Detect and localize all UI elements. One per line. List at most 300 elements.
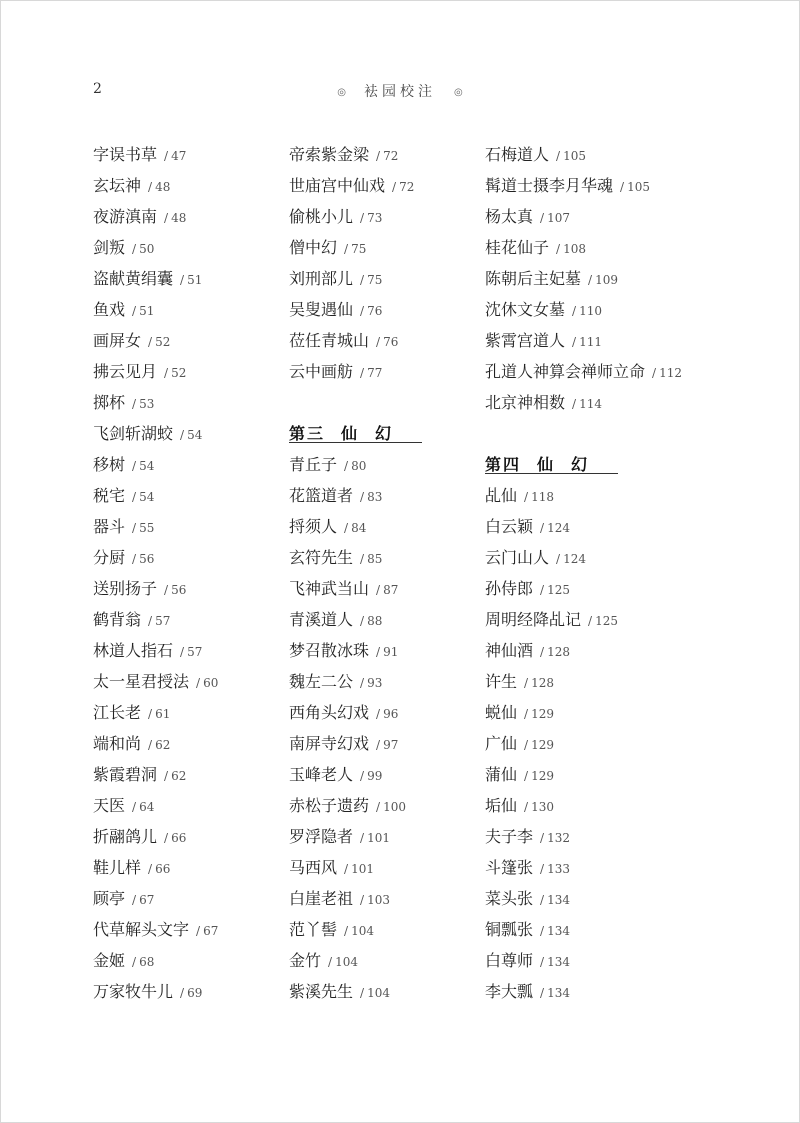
toc-entry-page: 57 bbox=[187, 645, 203, 659]
toc-entry bbox=[289, 976, 489, 1007]
toc-entry-title: 剑叛 bbox=[93, 238, 126, 257]
toc-entry-title: 僧中幻 bbox=[289, 238, 338, 257]
toc-entry-title: 云门山人 bbox=[485, 548, 550, 567]
section-heading-name: 仙 bbox=[341, 424, 360, 443]
toc-entry bbox=[93, 294, 293, 325]
toc-entry bbox=[289, 573, 489, 604]
toc-entry-title: 范丫髻 bbox=[289, 920, 338, 939]
toc-entry bbox=[93, 356, 293, 387]
toc-separator: / bbox=[132, 955, 137, 969]
page-number: 2 bbox=[93, 81, 102, 97]
toc-entry-title: 鞋儿样 bbox=[93, 858, 142, 877]
toc-entry-title: 赤松子遗药 bbox=[289, 796, 370, 815]
toc-entry bbox=[485, 976, 705, 1007]
toc-entry-page: 76 bbox=[383, 335, 399, 349]
toc-entry-title: 白云颖 bbox=[485, 517, 534, 536]
toc-entry-page: 134 bbox=[547, 986, 570, 1000]
toc-separator: / bbox=[540, 955, 545, 969]
toc-entry-page: 52 bbox=[171, 366, 187, 380]
toc-column-3 bbox=[485, 139, 705, 1007]
toc-separator: / bbox=[360, 893, 365, 907]
toc-entry-page: 129 bbox=[531, 769, 554, 783]
toc-entry-page: 48 bbox=[171, 211, 187, 225]
section-heading bbox=[485, 449, 705, 480]
toc-entry-title: 分厨 bbox=[93, 548, 126, 567]
toc-entry-page: 56 bbox=[139, 552, 155, 566]
toc-entry bbox=[485, 945, 705, 976]
toc-column-2 bbox=[289, 139, 489, 1007]
toc-separator: / bbox=[556, 552, 561, 566]
toc-entry-title: 梦召散冰珠 bbox=[289, 641, 370, 660]
section-spacer bbox=[485, 418, 705, 449]
toc-entry-title: 太一星君授法 bbox=[93, 672, 190, 691]
toc-entry-page: 54 bbox=[187, 428, 203, 442]
toc-entry-page: 48 bbox=[155, 180, 171, 194]
toc-entry bbox=[289, 139, 489, 170]
toc-column-1 bbox=[93, 139, 293, 1007]
toc-entry-title: 金姬 bbox=[93, 951, 126, 970]
toc-separator: / bbox=[360, 552, 365, 566]
toc-entry-page: 112 bbox=[659, 366, 682, 380]
toc-entry bbox=[485, 573, 705, 604]
toc-entry bbox=[485, 294, 705, 325]
toc-entry-title: 字误书草 bbox=[93, 145, 158, 164]
toc-entry-title: 铜瓢张 bbox=[485, 920, 534, 939]
toc-entry-title: 马西风 bbox=[289, 858, 338, 877]
toc-entry bbox=[93, 883, 293, 914]
toc-entry bbox=[93, 728, 293, 759]
toc-entry bbox=[93, 387, 293, 418]
toc-entry bbox=[93, 232, 293, 263]
toc-entry-page: 76 bbox=[367, 304, 383, 318]
toc-entry bbox=[485, 759, 705, 790]
toc-separator: / bbox=[360, 304, 365, 318]
toc-entry-title: 蜕仙 bbox=[485, 703, 518, 722]
toc-entry-title: 玉峰老人 bbox=[289, 765, 354, 784]
toc-entry bbox=[289, 325, 489, 356]
section-underline bbox=[485, 473, 618, 474]
toc-entry bbox=[289, 821, 489, 852]
toc-separator: / bbox=[360, 366, 365, 380]
toc-entry bbox=[485, 387, 705, 418]
toc-entry bbox=[485, 356, 705, 387]
toc-separator: / bbox=[180, 273, 185, 287]
toc-entry-page: 83 bbox=[367, 490, 383, 504]
toc-entry bbox=[93, 418, 293, 449]
toc-entry-title: 送别扬子 bbox=[93, 579, 158, 598]
toc-entry-title: 西角头幻戏 bbox=[289, 703, 370, 722]
toc-entry-page: 72 bbox=[399, 180, 415, 194]
toc-entry-title: 飞神武当山 bbox=[289, 579, 370, 598]
toc-entry-title: 代草解头文字 bbox=[93, 920, 190, 939]
toc-entry-page: 93 bbox=[367, 676, 383, 690]
toc-entry-title: 飞剑斩湖蛟 bbox=[93, 424, 174, 443]
section-heading-name: 仙 bbox=[537, 455, 556, 474]
toc-entry bbox=[93, 976, 293, 1007]
toc-entry-title: 罗浮隐者 bbox=[289, 827, 354, 846]
toc-entry bbox=[485, 480, 705, 511]
toc-entry-page: 55 bbox=[139, 521, 155, 535]
toc-entry bbox=[289, 790, 489, 821]
toc-entry-page: 133 bbox=[547, 862, 570, 876]
toc-entry bbox=[93, 604, 293, 635]
toc-entry-page: 104 bbox=[367, 986, 390, 1000]
toc-separator: / bbox=[344, 924, 349, 938]
toc-separator: / bbox=[524, 707, 529, 721]
toc-separator: / bbox=[196, 676, 201, 690]
toc-entry-page: 66 bbox=[171, 831, 187, 845]
toc-entry bbox=[93, 790, 293, 821]
toc-entry-page: 51 bbox=[139, 304, 155, 318]
toc-entry bbox=[93, 945, 293, 976]
toc-entry-title: 垢仙 bbox=[485, 796, 518, 815]
toc-entry bbox=[93, 542, 293, 573]
toc-entry-page: 101 bbox=[351, 862, 374, 876]
toc-separator: / bbox=[132, 490, 137, 504]
toc-separator: / bbox=[392, 180, 397, 194]
toc-separator: / bbox=[148, 335, 153, 349]
toc-entry-title: 万家牧牛儿 bbox=[93, 982, 174, 1001]
toc-separator: / bbox=[540, 862, 545, 876]
toc-entry bbox=[289, 852, 489, 883]
toc-entry-page: 110 bbox=[579, 304, 602, 318]
toc-separator: / bbox=[132, 893, 137, 907]
toc-entry-page: 56 bbox=[171, 583, 187, 597]
toc-entry-title: 白崖老祖 bbox=[289, 889, 354, 908]
toc-entry-page: 54 bbox=[139, 459, 155, 473]
toc-separator: / bbox=[148, 862, 153, 876]
toc-separator: / bbox=[148, 707, 153, 721]
toc-entry-page: 97 bbox=[383, 738, 399, 752]
toc-separator: / bbox=[376, 707, 381, 721]
toc-entry-page: 125 bbox=[547, 583, 570, 597]
toc-separator: / bbox=[376, 645, 381, 659]
toc-entry-title: 紫溪先生 bbox=[289, 982, 354, 1001]
toc-separator: / bbox=[344, 862, 349, 876]
toc-entry bbox=[93, 139, 293, 170]
toc-entry-page: 118 bbox=[531, 490, 554, 504]
toc-entry-page: 75 bbox=[351, 242, 367, 256]
toc-entry-page: 96 bbox=[383, 707, 399, 721]
toc-entry bbox=[485, 542, 705, 573]
toc-separator: / bbox=[620, 180, 625, 194]
toc-entry-title: 云中画舫 bbox=[289, 362, 354, 381]
toc-entry bbox=[289, 449, 489, 480]
toc-entry bbox=[93, 852, 293, 883]
toc-entry-title: 莅任青城山 bbox=[289, 331, 370, 350]
toc-entry-page: 104 bbox=[351, 924, 374, 938]
toc-entry bbox=[289, 356, 489, 387]
toc-entry-title: 孙侍郎 bbox=[485, 579, 534, 598]
toc-separator: / bbox=[164, 211, 169, 225]
toc-entry-page: 105 bbox=[563, 149, 586, 163]
toc-entry-title: 花篮道者 bbox=[289, 486, 354, 505]
toc-entry-page: 124 bbox=[563, 552, 586, 566]
toc-entry bbox=[485, 139, 705, 170]
toc-entry-page: 107 bbox=[547, 211, 570, 225]
toc-entry-title: 吴叟遇仙 bbox=[289, 300, 354, 319]
toc-entry-title: 帝索紫金梁 bbox=[289, 145, 370, 164]
toc-entry-page: 88 bbox=[367, 614, 383, 628]
toc-entry-title: 拂云见月 bbox=[93, 362, 158, 381]
toc-separator: / bbox=[524, 738, 529, 752]
toc-entry-title: 紫霞碧洞 bbox=[93, 765, 158, 784]
toc-entry bbox=[93, 914, 293, 945]
toc-entry-page: 109 bbox=[595, 273, 618, 287]
toc-separator: / bbox=[360, 986, 365, 1000]
toc-separator: / bbox=[328, 955, 333, 969]
toc-entry-title: 折翮鸽儿 bbox=[93, 827, 158, 846]
toc-entry-title: 金竹 bbox=[289, 951, 322, 970]
toc-entry bbox=[289, 728, 489, 759]
toc-separator: / bbox=[360, 676, 365, 690]
ornament-right-icon: ◎ bbox=[454, 87, 463, 98]
toc-entry bbox=[93, 697, 293, 728]
toc-entry bbox=[485, 697, 705, 728]
toc-entry-page: 130 bbox=[531, 800, 554, 814]
toc-entry-title: 端和尚 bbox=[93, 734, 142, 753]
toc-separator: / bbox=[524, 769, 529, 783]
toc-entry-page: 87 bbox=[383, 583, 399, 597]
section-heading-label: 第三 bbox=[289, 424, 326, 443]
toc-entry-title: 林道人指石 bbox=[93, 641, 174, 660]
toc-entry-title: 髯道士摄李月华魂 bbox=[485, 176, 614, 195]
toc-entry-page: 67 bbox=[203, 924, 219, 938]
toc-entry bbox=[289, 883, 489, 914]
toc-entry-page: 75 bbox=[367, 273, 383, 287]
toc-entry-title: 夜游滇南 bbox=[93, 207, 158, 226]
toc-entry-title: 沈休文女墓 bbox=[485, 300, 566, 319]
toc-entry bbox=[485, 790, 705, 821]
toc-separator: / bbox=[572, 304, 577, 318]
toc-separator: / bbox=[360, 769, 365, 783]
toc-entry-page: 129 bbox=[531, 707, 554, 721]
toc-separator: / bbox=[164, 366, 169, 380]
toc-entry bbox=[93, 666, 293, 697]
toc-entry-title: 白尊师 bbox=[485, 951, 534, 970]
running-head bbox=[93, 81, 707, 101]
toc-entry bbox=[93, 635, 293, 666]
toc-separator: / bbox=[132, 242, 137, 256]
toc-entry-page: 114 bbox=[579, 397, 602, 411]
section-heading-label: 第四 bbox=[485, 455, 522, 474]
book-title: 袪园校注 bbox=[364, 84, 436, 100]
toc-entry-title: 器斗 bbox=[93, 517, 126, 536]
toc-entry-page: 80 bbox=[351, 459, 367, 473]
toc-entry bbox=[289, 511, 489, 542]
toc-entry-page: 60 bbox=[203, 676, 219, 690]
toc-entry bbox=[289, 945, 489, 976]
toc-separator: / bbox=[540, 211, 545, 225]
section-spacer bbox=[289, 387, 489, 418]
toc-entry bbox=[289, 666, 489, 697]
toc-entry-title: 移树 bbox=[93, 455, 126, 474]
toc-entry-title: 天医 bbox=[93, 796, 126, 815]
toc-entry-page: 50 bbox=[139, 242, 155, 256]
section-heading bbox=[289, 418, 489, 449]
toc-entry bbox=[93, 759, 293, 790]
toc-separator: / bbox=[132, 397, 137, 411]
toc-entry-page: 129 bbox=[531, 738, 554, 752]
toc-entry bbox=[93, 821, 293, 852]
toc-entry-title: 魏左二公 bbox=[289, 672, 354, 691]
toc-entry bbox=[485, 821, 705, 852]
toc-separator: / bbox=[132, 304, 137, 318]
toc-entry-title: 神仙酒 bbox=[485, 641, 534, 660]
toc-entry-title: 菜头张 bbox=[485, 889, 534, 908]
toc-separator: / bbox=[164, 583, 169, 597]
toc-separator: / bbox=[540, 893, 545, 907]
toc-separator: / bbox=[540, 521, 545, 535]
toc-entry-title: 紫霄宫道人 bbox=[485, 331, 566, 350]
toc-separator: / bbox=[132, 552, 137, 566]
toc-separator: / bbox=[540, 583, 545, 597]
toc-entry bbox=[485, 170, 705, 201]
toc-entry-page: 103 bbox=[367, 893, 390, 907]
toc-separator: / bbox=[524, 800, 529, 814]
toc-entry bbox=[289, 480, 489, 511]
toc-entry-title: 陈朝后主妃墓 bbox=[485, 269, 582, 288]
toc-entry bbox=[485, 666, 705, 697]
toc-entry bbox=[485, 635, 705, 666]
toc-entry bbox=[289, 542, 489, 573]
toc-entry bbox=[289, 635, 489, 666]
toc-entry-page: 77 bbox=[367, 366, 383, 380]
toc-entry bbox=[93, 480, 293, 511]
toc-separator: / bbox=[376, 738, 381, 752]
toc-entry-page: 68 bbox=[139, 955, 155, 969]
toc-entry-page: 66 bbox=[155, 862, 171, 876]
toc-entry-page: 53 bbox=[139, 397, 155, 411]
toc-entry-title: 广仙 bbox=[485, 734, 518, 753]
toc-entry bbox=[93, 170, 293, 201]
toc-entry-title: 画屏女 bbox=[93, 331, 142, 350]
toc-entry bbox=[289, 604, 489, 635]
toc-entry bbox=[485, 883, 705, 914]
toc-entry-title: 玄符先生 bbox=[289, 548, 354, 567]
toc-separator: / bbox=[360, 273, 365, 287]
toc-entry-page: 134 bbox=[547, 893, 570, 907]
toc-entry-page: 57 bbox=[155, 614, 171, 628]
toc-entry bbox=[289, 697, 489, 728]
toc-entry bbox=[485, 263, 705, 294]
toc-entry-title: 乩仙 bbox=[485, 486, 518, 505]
toc-entry bbox=[485, 604, 705, 635]
toc-entry-page: 99 bbox=[367, 769, 383, 783]
toc-separator: / bbox=[148, 738, 153, 752]
toc-entry bbox=[485, 728, 705, 759]
toc-separator: / bbox=[360, 614, 365, 628]
toc-separator: / bbox=[360, 211, 365, 225]
toc-entry-title: 捋须人 bbox=[289, 517, 338, 536]
toc-separator: / bbox=[132, 800, 137, 814]
toc-separator: / bbox=[572, 335, 577, 349]
toc-entry-page: 47 bbox=[171, 149, 187, 163]
toc-separator: / bbox=[524, 490, 529, 504]
toc-entry-page: 72 bbox=[383, 149, 399, 163]
toc-entry-page: 52 bbox=[155, 335, 171, 349]
toc-entry-title: 蒲仙 bbox=[485, 765, 518, 784]
toc-separator: / bbox=[180, 428, 185, 442]
toc-entry-page: 134 bbox=[547, 924, 570, 938]
toc-separator: / bbox=[588, 273, 593, 287]
toc-entry-title: 税宅 bbox=[93, 486, 126, 505]
toc-entry-page: 100 bbox=[383, 800, 406, 814]
toc-entry-title: 李大瓢 bbox=[485, 982, 534, 1001]
toc-entry-page: 85 bbox=[367, 552, 383, 566]
section-heading-name2: 幻 bbox=[375, 424, 394, 443]
toc-entry-title: 青丘子 bbox=[289, 455, 338, 474]
toc-entry bbox=[93, 201, 293, 232]
toc-entry-title: 桂花仙子 bbox=[485, 238, 550, 257]
toc-entry-page: 69 bbox=[187, 986, 203, 1000]
toc-entry-title: 鱼戏 bbox=[93, 300, 126, 319]
toc-entry bbox=[93, 511, 293, 542]
toc-separator: / bbox=[164, 769, 169, 783]
toc-separator: / bbox=[164, 831, 169, 845]
toc-entry-page: 104 bbox=[335, 955, 358, 969]
toc-entry-page: 73 bbox=[367, 211, 383, 225]
toc-entry-title: 鹤背翁 bbox=[93, 610, 142, 629]
toc-entry-title: 周明经降乩记 bbox=[485, 610, 582, 629]
toc-entry-page: 54 bbox=[139, 490, 155, 504]
toc-entry-title: 杨太真 bbox=[485, 207, 534, 226]
toc-separator: / bbox=[376, 149, 381, 163]
toc-entry bbox=[93, 263, 293, 294]
toc-entry bbox=[485, 325, 705, 356]
toc-entry-page: 105 bbox=[627, 180, 650, 194]
toc-separator: / bbox=[376, 800, 381, 814]
toc-entry-title: 掷杯 bbox=[93, 393, 126, 412]
toc-separator: / bbox=[344, 242, 349, 256]
toc-separator: / bbox=[540, 831, 545, 845]
toc-entry bbox=[485, 914, 705, 945]
toc-entry-page: 67 bbox=[139, 893, 155, 907]
toc-separator: / bbox=[148, 180, 153, 194]
toc-entry-title: 玄坛神 bbox=[93, 176, 142, 195]
toc-entry-page: 62 bbox=[155, 738, 171, 752]
toc-separator: / bbox=[344, 459, 349, 473]
toc-separator: / bbox=[652, 366, 657, 380]
toc-entry-page: 132 bbox=[547, 831, 570, 845]
toc-entry-title: 刘刑部儿 bbox=[289, 269, 354, 288]
toc-entry-title: 青溪道人 bbox=[289, 610, 354, 629]
toc-separator: / bbox=[556, 242, 561, 256]
toc-separator: / bbox=[360, 831, 365, 845]
toc-entry-page: 108 bbox=[563, 242, 586, 256]
toc-entry bbox=[93, 325, 293, 356]
toc-entry-title: 许生 bbox=[485, 672, 518, 691]
toc-entry-page: 128 bbox=[547, 645, 570, 659]
toc-entry bbox=[289, 263, 489, 294]
toc-separator: / bbox=[376, 583, 381, 597]
toc-separator: / bbox=[360, 490, 365, 504]
toc-entry-page: 134 bbox=[547, 955, 570, 969]
toc-entry bbox=[485, 201, 705, 232]
toc-entry bbox=[289, 232, 489, 263]
toc-entry bbox=[93, 449, 293, 480]
toc-entry-page: 91 bbox=[383, 645, 399, 659]
toc-entry-title: 夫子李 bbox=[485, 827, 534, 846]
section-heading-name2: 幻 bbox=[571, 455, 590, 474]
toc-entry-title: 偷桃小儿 bbox=[289, 207, 354, 226]
toc-entry bbox=[289, 914, 489, 945]
toc-entry-page: 111 bbox=[579, 335, 602, 349]
toc-separator: / bbox=[540, 645, 545, 659]
toc-separator: / bbox=[376, 335, 381, 349]
toc-entry-page: 125 bbox=[595, 614, 618, 628]
section-underline bbox=[289, 442, 422, 443]
